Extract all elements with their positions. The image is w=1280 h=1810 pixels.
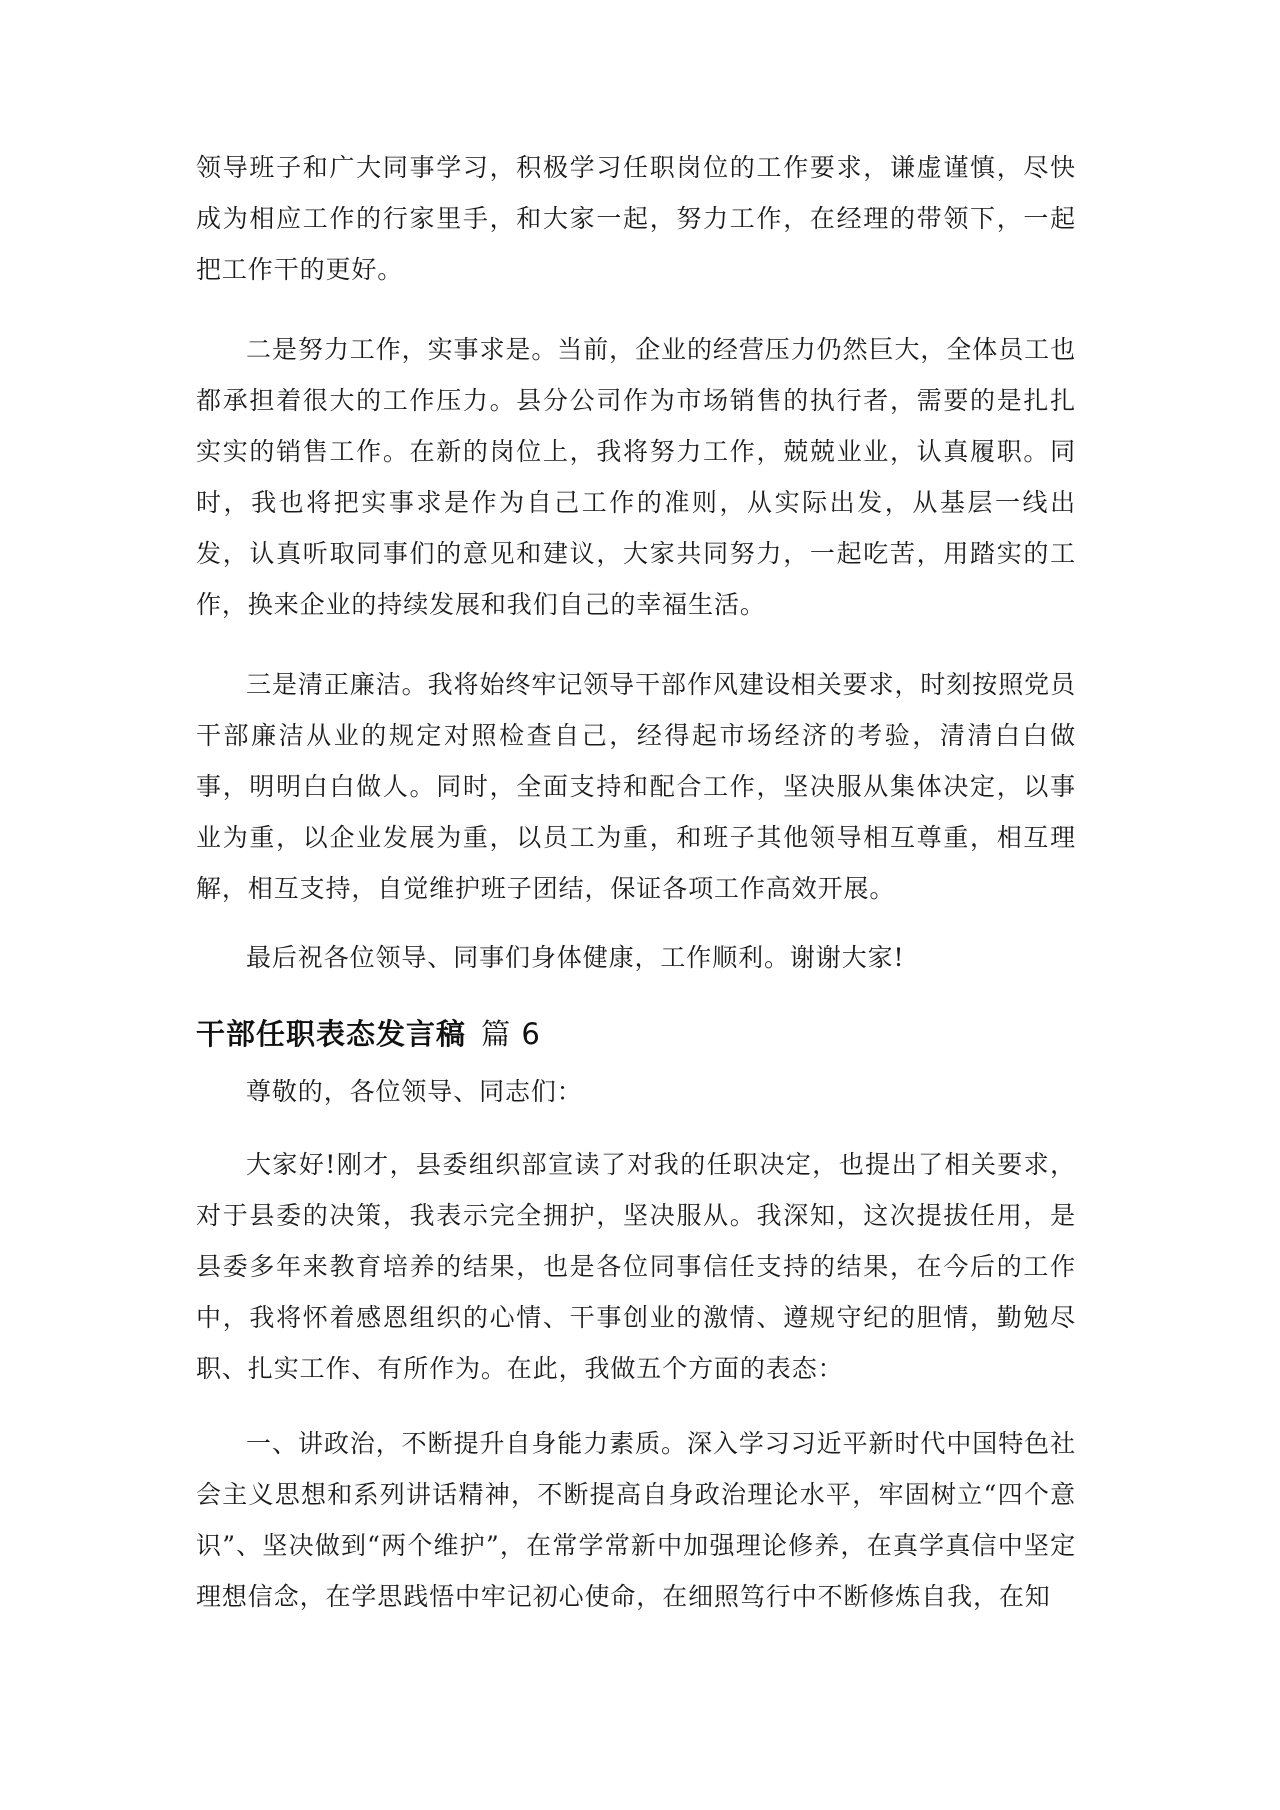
paragraph-integrity: 三是清正廉洁。我将始终牢记领导干部作风建设相关要求，时刻按照党员干部廉洁从业的规定对照检查自己，经得起市场经济的考验，清清白白做事，明明白白做人。同时，全面支持和配合工作，坚决服从集体决定，以事业为重，以企业发展为重，以员工为重，和班子其他领导相互尊重，相互理解，相互支持，自觉维护班子团结，保证各项工作高效开展。 bbox=[196, 670, 1076, 903]
section-number: 篇 6 bbox=[481, 1017, 541, 1051]
paragraph-salutation: 尊敬的，各位领导、同志们： bbox=[246, 1077, 583, 1106]
paragraph-closing-wishes: 最后祝各位领导、同事们身体健康，工作顺利。谢谢大家! bbox=[246, 943, 905, 972]
paragraph-leadership-study: 领导班子和广大同事学习，积极学习任职岗位的工作要求，谦虚谨慎，尽快成为相应工作的行家里手，和大家一起，努力工作，在经理的带领下，一起把工作干的更好。 bbox=[196, 153, 1076, 284]
paragraph-work-hard: 二是努力工作，实事求是。当前，企业的经营压力仍然巨大，全体员工也都承担着很大的工作压力。县分公司作为市场销售的执行者，需要的是扎扎实实的销售工作。在新的岗位上，我将努力工作，兢兢业业，认真履职。同时，我也将把实事求是作为自己工作的准则，从实际出发，从基层一线出发，认真听取同事们的意见和建议，大家共同努力，一起吃苦，用踏实的工作，换来企业的持续发展和我们自己的幸福生活。 bbox=[196, 335, 1076, 619]
section-title bbox=[196, 1009, 1076, 1060]
paragraph-greeting: 大家好!刚才，县委组织部宣读了对我的任职决定，也提出了相关要求，对于县委的决策，我表示完全拥护，坚决服从。我深知，这次提拔任用，是县委多年来教育培养的结果，也是各位同事信任支持的结果，在今后的工作中，我将怀着感恩组织的心情、干事创业的激情、遵规守纪的胆情，勤勉尽职、扎实工作、有所作为。在此，我做五个方面的表态： bbox=[196, 1150, 1076, 1383]
section-title-text: 干部任职表态发言稿 bbox=[196, 1017, 467, 1051]
document-body bbox=[196, 142, 1076, 1622]
paragraph-politics: 一、讲政治，不断提升自身能力素质。深入学习习近平新时代中国特色社会主义思想和系列讲话精神，不断提高自身政治理论水平，牢固树立“四个意识”、坚决做到“两个维护”，在常学常新中加强理论修养，在真学真信中坚定理想信念，在学思践悟中牢记初心使命，在细照笃行中不断修炼自我，在知 bbox=[196, 1429, 1076, 1611]
